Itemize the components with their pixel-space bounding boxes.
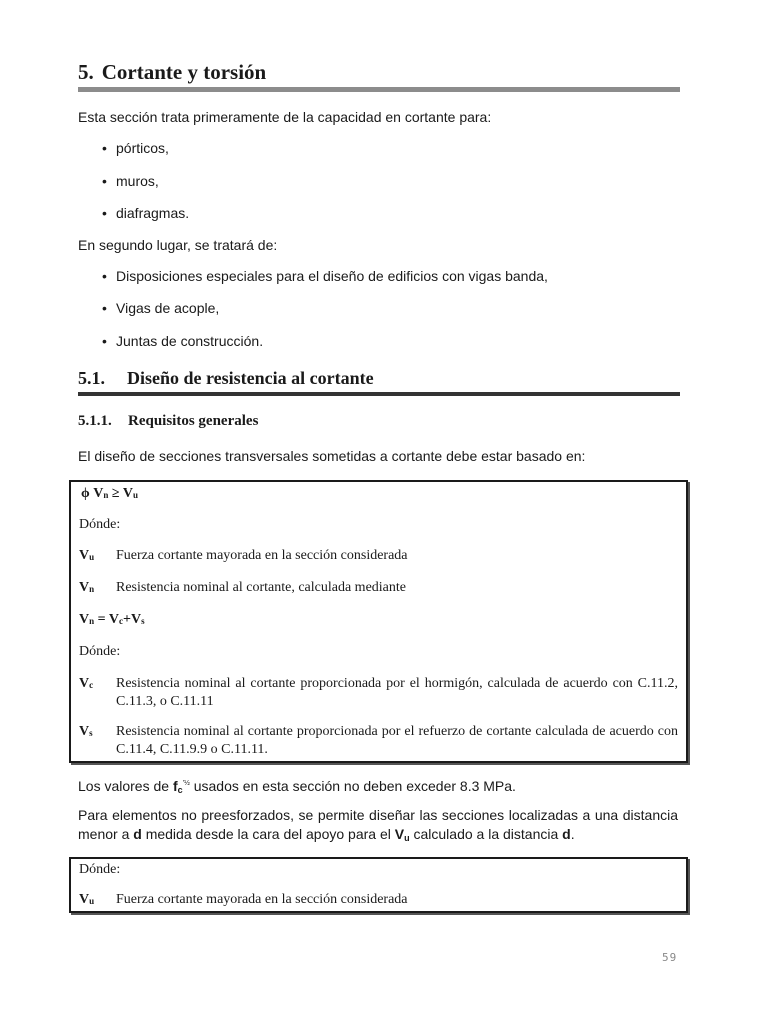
subsubsection-heading (78, 413, 258, 430)
subsection-title: Diseño de resistencia al cortante (127, 368, 374, 388)
bullet-icon: • (102, 173, 107, 189)
page-number: 59 (662, 951, 678, 964)
subsection-number: 5.1. (78, 368, 105, 388)
bullet-icon: • (102, 333, 107, 349)
subsubsection-title: Requisitos generales (128, 413, 259, 429)
nominal-strength-equation: $V_n = V_c+V_s$ (79, 612, 145, 627)
section-heading (78, 60, 266, 85)
donde-label: Dónde: (79, 862, 121, 877)
bullet-icon: • (102, 268, 107, 284)
section-rule (78, 87, 680, 92)
definition-box: Dónde: $V_u$ Fuerza cortante mayorada en la sección considerada (69, 857, 688, 913)
second-intro-paragraph: En segundo lugar, se tratará de: (78, 237, 278, 253)
subsection-heading (78, 368, 374, 389)
bullet-icon: • (102, 140, 107, 156)
donde-label: Dónde: (79, 517, 121, 532)
section-number: 5. (78, 60, 94, 84)
bullet-icon: • (102, 300, 107, 316)
section-title: Cortante y torsión (101, 60, 267, 84)
bullet-icon: • (102, 205, 107, 221)
intro-paragraph: Esta sección trata primeramente de la capacidad en cortante para: (78, 109, 492, 125)
nonprestressed-paragraph: Para elementos no preesforzados, se permite diseñar las secciones localizadas a una distancia menor a d medida desde la cara del apoyo para el $V_u$ calculado a la distancia d. (78, 807, 678, 843)
limit-paragraph: Los valores de $f_c^{'\frac{1}{2}}$ usados en esta sección no deben exceder 8.3 MPa. (78, 778, 516, 795)
design-basis-paragraph: El diseño de secciones transversales sometidas a cortante debe estar basado en: (78, 448, 586, 464)
subsubsection-number: 5.1.1. (78, 413, 112, 429)
main-inequality: ϕ $V_n \ge V_u$ (81, 486, 138, 501)
subsection-rule (78, 392, 680, 396)
donde-label: Dónde: (79, 644, 121, 659)
equation-box: ϕ $V_n \ge V_u$ Dónde: $V_u$ Fuerza cortante mayorada en la sección considerada $V_n$ Resistencia nominal al cortante, calculada mediante $V_n = V_c+V_s$ Dónde: $V_c$ Resistencia nominal al cortante proporcionada por el hormigón, calculada de acuerdo con C.11.2, C.11.3, o C.11.11 $V_s$ Resistencia nominal al cortante proporcionada por el refuerzo de cortante calculada de acuerdo con C.11.4, C.11.9.9 o C.11.11. (69, 480, 688, 763)
